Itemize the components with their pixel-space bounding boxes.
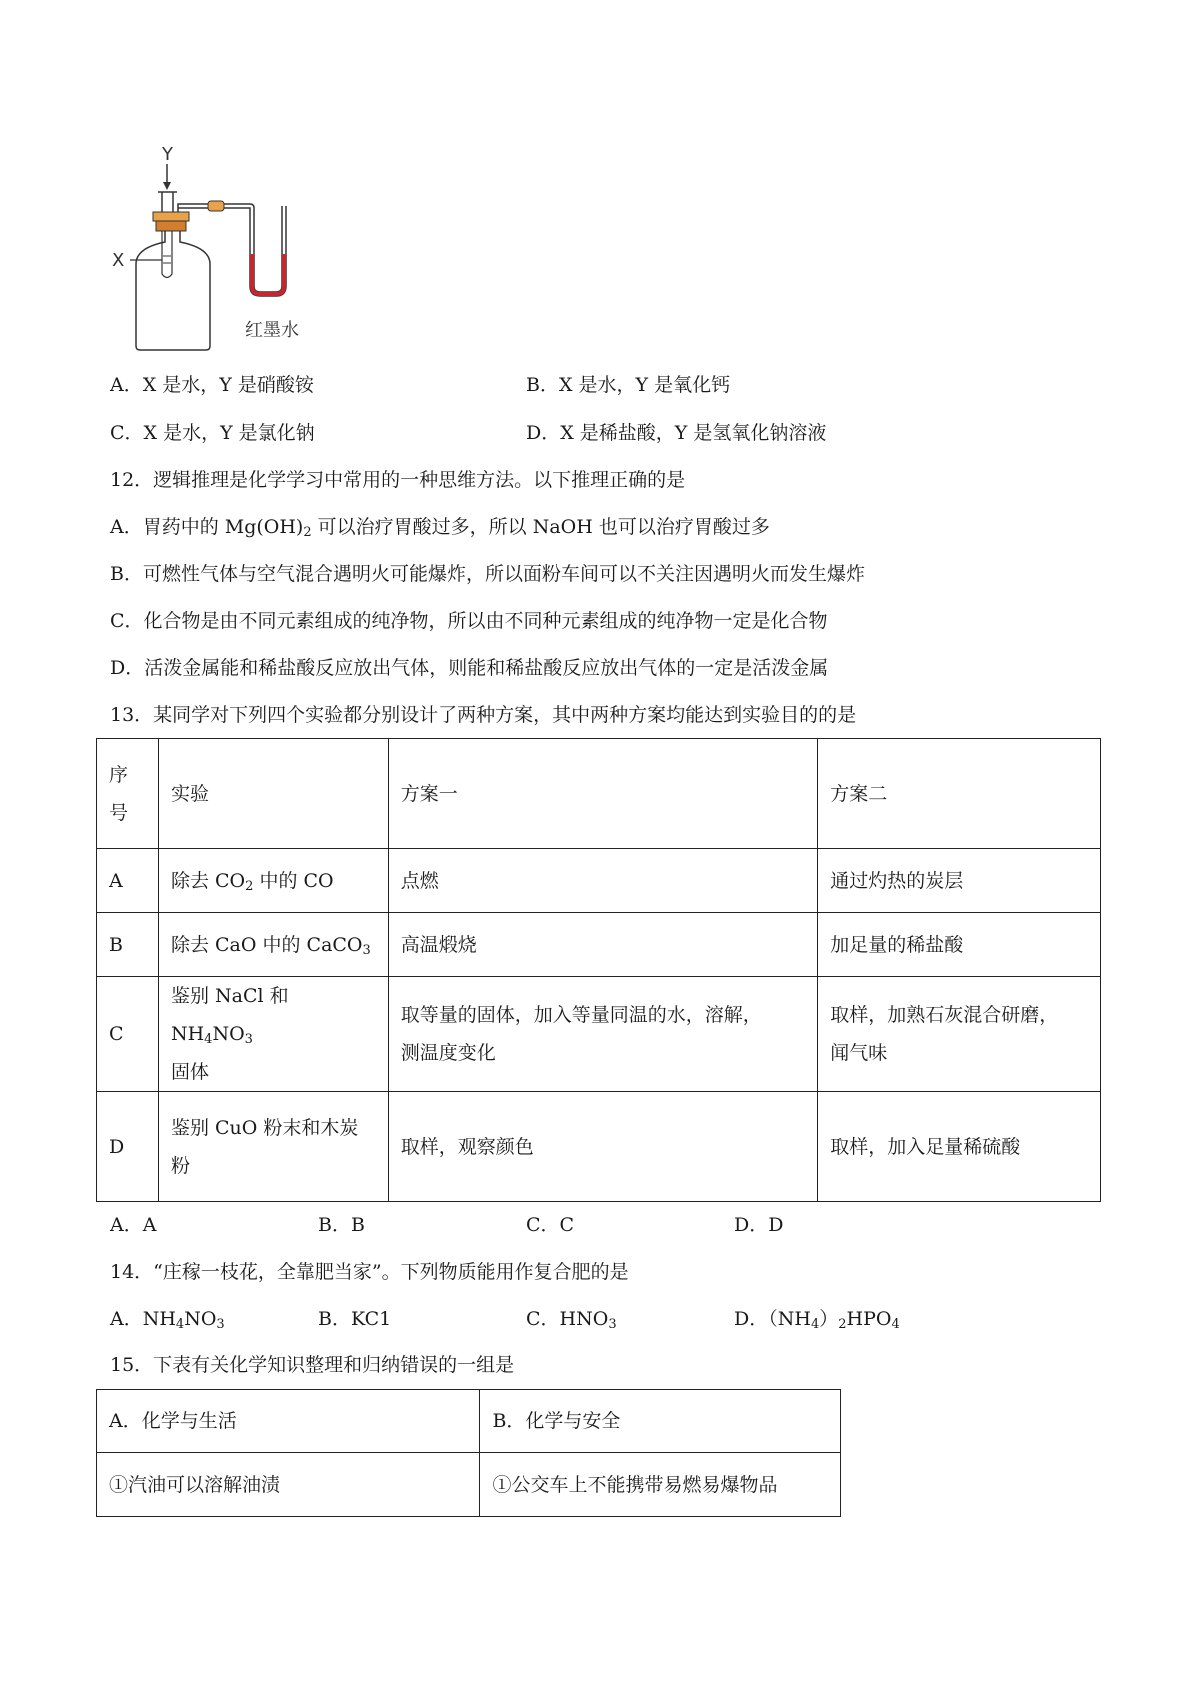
row-number: D <box>97 1092 159 1202</box>
header-plan-2: 方案二 <box>818 739 1101 849</box>
row-experiment: 鉴别 NaCl 和 $NH_4NO_3$ 固体 <box>158 977 388 1092</box>
q14-option-c: C．$HNO_3$ <box>526 1308 617 1332</box>
q11-option-a: A．X 是水，Y 是硝酸铵 <box>110 374 314 396</box>
q12-option-a: A．胃药中的 $Mg(OH)_2$ 可以治疗胃酸过多，所以 NaOH 也可以治疗胃酸过多 <box>110 516 770 540</box>
apparatus-diagram <box>110 146 340 356</box>
q14-option-d: D．$(NH_4)_2HPO_4$ <box>734 1308 900 1332</box>
row-plan-2: 通过灼热的炭层 <box>818 849 1101 913</box>
row-experiment: 除去 $CO_2$ 中的 CO <box>158 849 388 913</box>
q15-table <box>96 1389 841 1517</box>
q11-option-c: C．X 是水，Y 是氯化钠 <box>110 422 315 444</box>
header-safety: B．化学与安全 <box>480 1390 841 1453</box>
q15-stem: 15．下表有关化学知识整理和归纳错误的一组是 <box>110 1354 515 1376</box>
row-experiment: 鉴别 CuO 粉末和木炭 粉 <box>158 1092 388 1202</box>
q13-row-c <box>97 977 1101 1092</box>
row-plan-1: 点燃 <box>388 849 817 913</box>
header-life: A．化学与生活 <box>97 1390 480 1453</box>
row-plan-1: 取等量的固体，加入等量同温的水，溶解， 测温度变化 <box>388 977 817 1092</box>
q13-row-d <box>97 1092 1101 1202</box>
header-number: 序 号 <box>97 739 159 849</box>
figure-caption: 红墨水 <box>245 320 299 341</box>
row-number: A <box>97 849 159 913</box>
q13-option-a: A．A <box>110 1214 157 1236</box>
q11-option-d: D．X 是稀盐酸，Y 是氢氧化钠溶液 <box>526 422 827 444</box>
q13-stem: 13．某同学对下列四个实验都分别设计了两种方案，其中两种方案均能达到实验目的的是 <box>110 704 857 726</box>
q12-option-b: B．可燃性气体与空气混合遇明火可能爆炸，所以面粉车间可以不关注因遇明火而发生爆炸 <box>110 563 865 585</box>
q12-option-c: C．化合物是由不同元素组成的纯净物，所以由不同种元素组成的纯净物一定是化合物 <box>110 610 828 632</box>
q12-stem: 12．逻辑推理是化学学习中常用的一种思维方法。以下推理正确的是 <box>110 469 686 491</box>
row-plan-1: 取样，观察颜色 <box>388 1092 817 1202</box>
q15-row-1 <box>97 1453 841 1517</box>
q13-table <box>96 738 1101 1202</box>
label-y: Y <box>162 146 173 165</box>
row-plan-2: 取样，加熟石灰混合研磨， 闻气味 <box>818 977 1101 1092</box>
q14-stem: 14．“庄稼一枝花，全靠肥当家”。下列物质能用作复合肥的是 <box>110 1261 629 1283</box>
q13-table-header <box>97 739 1101 849</box>
row-plan-2: 加足量的稀盐酸 <box>818 913 1101 977</box>
q13-row-b <box>97 913 1101 977</box>
header-experiment: 实验 <box>158 739 388 849</box>
q14-option-a: A．$NH_4NO_3$ <box>110 1308 225 1332</box>
row-plan-2: 取样，加入足量稀硫酸 <box>818 1092 1101 1202</box>
q13-option-b: B．B <box>318 1214 365 1236</box>
q14-option-b: B．KC1 <box>318 1308 392 1330</box>
q13-option-c: C．C <box>526 1214 575 1236</box>
row-experiment: 除去 CaO 中的 CaCO$_3$ <box>158 913 388 977</box>
row-plan-1: 高温煅烧 <box>388 913 817 977</box>
row-number: C <box>97 977 159 1092</box>
cell-life-1: ①汽油可以溶解油渍 <box>97 1453 480 1517</box>
q12-option-d: D．活泼金属能和稀盐酸反应放出气体，则能和稀盐酸反应放出气体的一定是活泼金属 <box>110 657 829 679</box>
label-x: X <box>112 250 125 271</box>
q13-option-d: D．D <box>734 1214 784 1236</box>
cell-safety-1: ①公交车上不能携带易燃易爆物品 <box>480 1453 841 1517</box>
q11-option-b: B．X 是水，Y 是氧化钙 <box>526 374 731 396</box>
row-number: B <box>97 913 159 977</box>
header-plan-1: 方案一 <box>388 739 817 849</box>
q13-row-a <box>97 849 1101 913</box>
q15-table-header <box>97 1390 841 1453</box>
